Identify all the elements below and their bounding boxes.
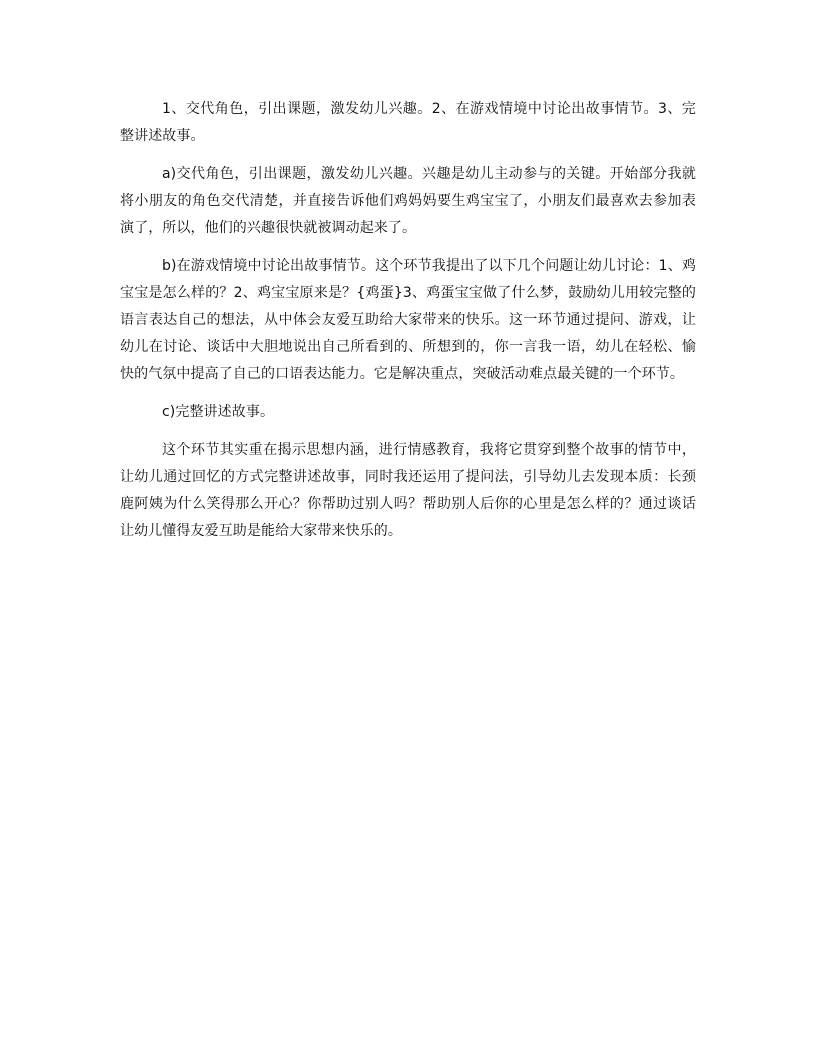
paragraph-step-c: c)完整讲述故事。	[162, 404, 275, 420]
document-body	[120, 96, 696, 556]
paragraph-step-a: a)交代角色，引出课题，激发幼儿兴趣。兴趣是幼儿主动参与的关键。开始部分我就将小朋友的角色交代清楚，并直接告诉他们鸡妈妈要生鸡宝宝了，小朋友们最喜欢去参加表演了，所以，他们的兴趣很快就被调动起来了。	[120, 166, 696, 236]
paragraph-step-b: b)在游戏情境中讨论出故事情节。这个环节我提出了以下几个问题让幼儿讨论：1、鸡宝宝是怎么样的？2、鸡宝宝原来是？{鸡蛋}3、鸡蛋宝宝做了什么梦，鼓励幼儿用较完整的语言表达自己的想法，从中体会友爱互助给大家带来的快乐。这一环节通过提问、游戏，让幼儿在讨论、谈话中大胆地说出自己所看到的、所想到的，你一言我一语，幼儿在轻松、愉快的气氛中提高了自己的口语表达能力。它是解决重点，突破活动难点最关键的一个环节。	[120, 258, 696, 382]
paragraph-steps-overview: 1、交代角色，引出课题，激发幼儿兴趣。2、在游戏情境中讨论出故事情节。3、完整讲述故事。	[120, 101, 696, 144]
paragraph-step-c-detail: 这个环节其实重在揭示思想内涵，进行情感教育，我将它贯穿到整个故事的情节中，让幼儿通过回忆的方式完整讲述故事，同时我还运用了提问法，引导幼儿去发现本质：长颈鹿阿姨为什么笑得那么开心？你帮助过别人吗？帮助别人后你的心里是怎么样的？通过谈话让幼儿懂得友爱互助是能给大家带来快乐的。	[120, 442, 696, 539]
